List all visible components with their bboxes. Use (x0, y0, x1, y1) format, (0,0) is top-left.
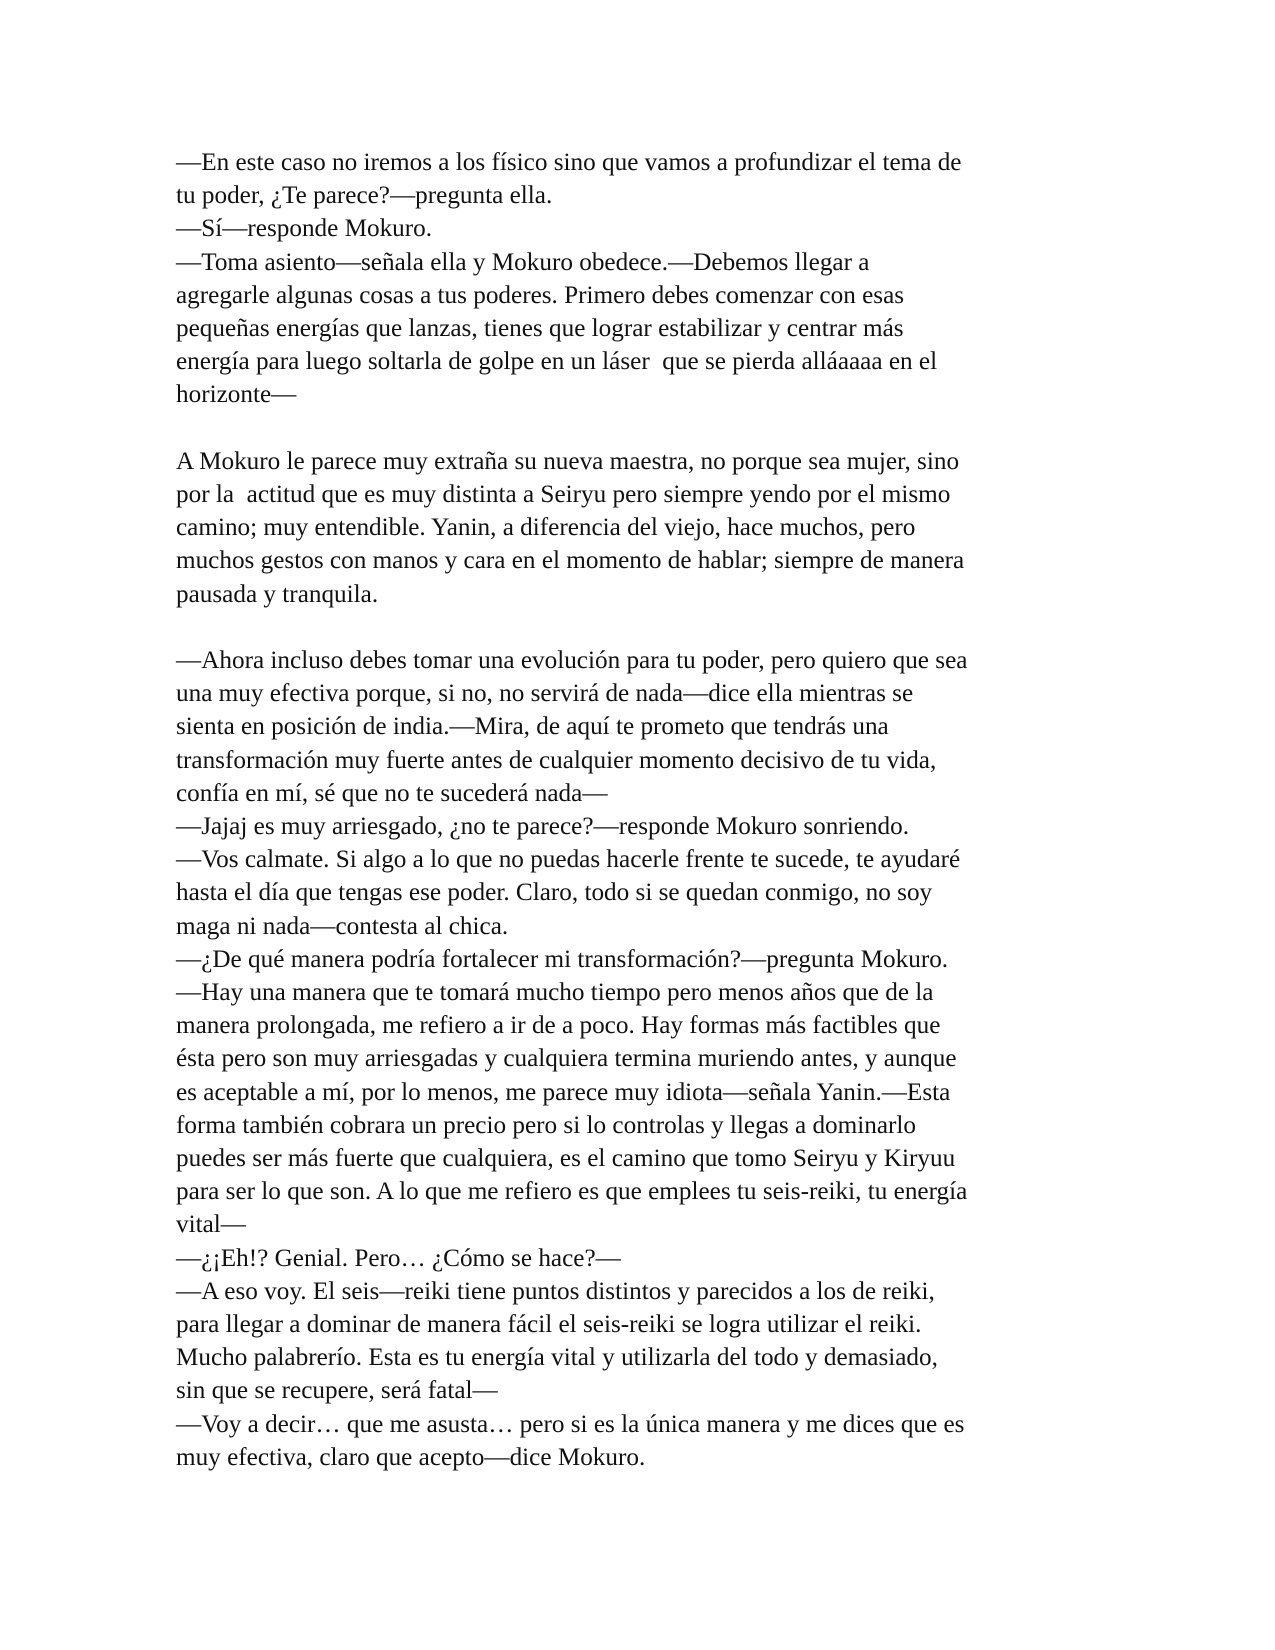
text-line: —A eso voy. El seis—reiki tiene puntos distintos y parecidos a los de reiki, (176, 1277, 935, 1305)
text-line: —En este caso no iremos a los físico sino que vamos a profundizar el tema de (176, 149, 962, 176)
text-line: —Jajaj es muy arriesgado, ¿no te parece?—responde Mokuro sonriendo. (176, 813, 909, 841)
text-line: sienta en posición de india.—Mira, de aquí te prometo que tendrás una (176, 713, 889, 741)
text-line: agregarle algunas cosas a tus poderes. Primero debes comenzar con esas (176, 281, 905, 309)
text-line: vital— (176, 1211, 246, 1239)
text-line: —Hay una manera que te tomará mucho tiempo pero menos años que de la (176, 979, 934, 1007)
text-line: manera prolongada, me refiero a ir de a poco. Hay formas más factibles que (176, 1012, 941, 1040)
text-line: es aceptable a mí, por lo menos, me parece muy idiota—señala Yanin.—Esta (176, 1078, 951, 1106)
text-line: sin que se recupere, será fatal— (176, 1377, 498, 1405)
text-line: —Voy a decir… que me asusta… pero si es la única manera y me dices que es (176, 1410, 965, 1438)
text-line: —Toma asiento—señala ella y Mokuro obedece.—Debemos llegar a (176, 248, 870, 276)
text-line: energía para luego soltarla de golpe en un láser que se pierda alláaaaa en el (176, 348, 938, 376)
text-line: para ser lo que son. A lo que me refiero es que emplees tu seis-reiki, tu energía (176, 1178, 968, 1206)
paragraph-break (176, 412, 1106, 445)
text-line: —Vos calmate. Si algo a lo que no puedas hacerle frente te sucede, te ayudaré (176, 846, 961, 874)
text-line: —¿De qué manera podría fortalecer mi transformación?—pregunta Mokuro. (176, 945, 949, 973)
text-line: —¿¡Eh!? Genial. Pero… ¿Cómo se hace?— (176, 1244, 621, 1272)
text-line: por la actitud que es muy distinta a Seiryu pero siempre yendo por el mismo (176, 481, 951, 509)
text-line: ésta pero son muy arriesgadas y cualquiera termina muriendo antes, y aunque (176, 1045, 957, 1073)
text-line: puedes ser más fuerte que cualquiera, es el camino que tomo Seiryu y Kiryuu (176, 1145, 956, 1173)
text-line: pausada y tranquila. (176, 580, 379, 608)
text-line: pequeñas energías que lanzas, tienes que lograr estabilizar y centrar más (176, 315, 904, 343)
document-page (176, 146, 1106, 1474)
text-line: —Ahora incluso debes tomar una evolución para tu poder, pero quiero que sea (176, 647, 968, 675)
text-line: una muy efectiva porque, si no, no servirá de nada—dice ella mientras se (176, 680, 914, 708)
text-line: horizonte— (176, 381, 297, 409)
text-line: forma también cobrara un precio pero si lo controlas y llegas a dominarlo (176, 1111, 916, 1139)
text-line: para llegar a dominar de manera fácil el seis-reiki se logra utilizar el reiki. (176, 1311, 922, 1339)
text-line: muchos gestos con manos y cara en el momento de hablar; siempre de manera (176, 547, 965, 575)
text-line: muy efectiva, claro que acepto—dice Mokuro. (176, 1443, 646, 1471)
text-line: maga ni nada—contesta al chica. (176, 912, 509, 940)
text-line: camino; muy entendible. Yanin, a diferencia del viejo, hace muchos, pero (176, 514, 916, 542)
text-line: transformación muy fuerte antes de cualquier momento decisivo de tu vida, (176, 746, 937, 774)
text-line: A Mokuro le parece muy extraña su nueva maestra, no porque sea mujer, sino (176, 447, 960, 475)
text-line: confía en mí, sé que no te sucederá nada— (176, 779, 608, 807)
text-line: —Sí—responde Mokuro. (176, 215, 433, 243)
text-line: tu poder, ¿Te parece?—pregunta ella. (176, 182, 553, 210)
text-line: Mucho palabrerío. Esta es tu energía vital y utilizarla del todo y demasiado, (176, 1344, 938, 1372)
paragraph-break (176, 611, 1106, 644)
text-line: hasta el día que tengas ese poder. Claro, todo si se quedan conmigo, no soy (176, 879, 933, 907)
